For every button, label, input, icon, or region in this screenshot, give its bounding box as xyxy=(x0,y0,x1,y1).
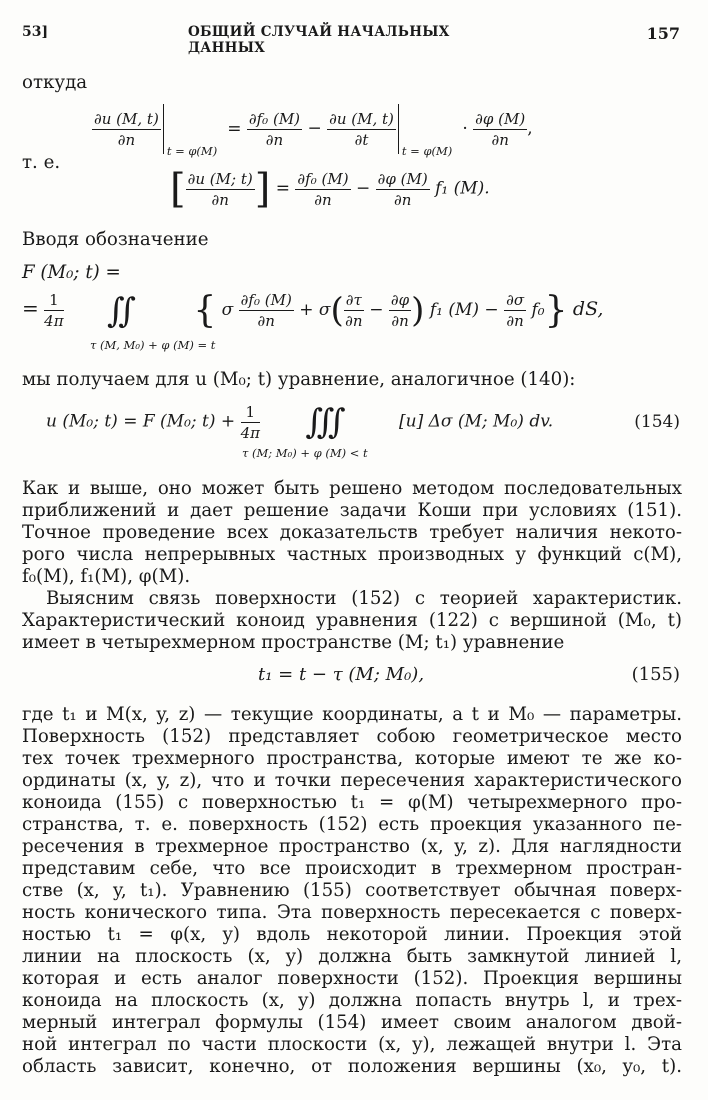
fraction: $\frac{\partial\sigma}{\partial n}$ xyxy=(506,291,525,330)
page-number: 157 xyxy=(646,24,680,43)
text-line: ресечения в трехмерное пространство (x, y, z). Для наглядности xyxy=(22,836,682,857)
fraction: $\frac{\partial u (M, t)}{\partial t}$ xyxy=(329,109,394,149)
paragraph-1 xyxy=(22,478,682,588)
text-line: область зависит, конечно, от положения вершины (x₀, y₀, t). xyxy=(22,1056,682,1077)
fraction: $\frac{\partial\varphi (M)}{\partial n}$ xyxy=(475,109,526,149)
text-line: мерный интеграл формулы (154) имеет своим аналогом двой- xyxy=(22,1012,682,1033)
running-title: ОБЩИЙ СЛУЧАЙ НАЧАЛЬНЫХ ДАННЫХ xyxy=(188,24,450,56)
text-line: представим себе, что все происходит в трехмерном простран- xyxy=(22,858,682,879)
text-te: т. е. xyxy=(22,152,61,173)
text-vvodya: Вводя обозначение xyxy=(22,229,209,250)
fraction: $\frac{\partial u (M; t)}{\partial n}$ xyxy=(187,169,253,209)
text-line: ностью t₁ = φ(x, y) вдоль некоторой линии. Проекция этой xyxy=(22,924,682,945)
text-line: линии на плоскость (x, y) должна быть замкнутой линией l, xyxy=(22,946,682,967)
equation-boundary-derivative: $\frac{\partial u (M, t)}{\partial n}$ t = φ(M) = $\frac{\text{∂f₀ (M)}}{\partial n}$ − $\frac{\partial u (M, t)}{\partial t}$ t = φ(M) · $\frac{\partial\varphi (M)}{\partial n}$ , xyxy=(92,104,533,154)
text-my-poluchaem: мы получаем для u (M₀; t) уравнение, аналогичное (140): xyxy=(22,369,576,390)
text-otkuda: откуда xyxy=(22,72,88,93)
F-definition-lhs: F (M₀; t) = xyxy=(22,262,121,283)
text-line: которая и есть аналог поверхности (152). Проекция вершины xyxy=(22,968,682,989)
text-line: коноида (155) с поверхностью t₁ = φ(M) четырехмерного про- xyxy=(22,792,682,813)
text-line: ординаты (x, y, z), что и точки пересечения характеристического xyxy=(22,770,682,791)
evaluation-bar: t = φ(M) xyxy=(163,104,164,154)
equation-F-definition: = $\frac{1}{4\pi}$ ∬ { σ $\frac{\text{∂f₀ (M)}}{\partial n}$ + σ( $\frac{\partial\tau}{\partial n}$ − $\frac{\partial\varphi}{\partial n}$ ) f₁ (M) − $\frac{\partial\sigma}{\partial n}$ f₀} dS, xyxy=(22,290,604,331)
paragraph-2 xyxy=(22,588,682,654)
text-line: Точное проведение всех доказательств требует наличия некото- xyxy=(22,522,682,543)
equation-number-154: (154) xyxy=(634,412,680,432)
text-line: Как и выше, оно может быть решено методом последовательных xyxy=(22,478,682,499)
text-line: тех точек трехмерного пространства, которые имеют те же ко- xyxy=(22,748,682,769)
fraction: $\frac{\text{∂f₀ (M)}}{\partial n}$ xyxy=(297,169,349,209)
fraction: $\frac{\partial\tau}{\partial n}$ xyxy=(345,291,363,330)
text-line: рого числа непрерывных частных производных у функций c(M), xyxy=(22,544,682,565)
text-line: ность конического типа. Эта поверхность пересекается с поверх- xyxy=(22,902,682,923)
double-integral: ∬ xyxy=(106,290,130,331)
fraction: $\frac{\text{∂f₀ (M)}}{\partial n}$ xyxy=(240,291,292,330)
fraction: $\frac{1}{4\pi}$ xyxy=(240,402,260,442)
text-line: где t₁ и M(x, y, z) — текущие координаты, а t и M₀ — параметры. xyxy=(22,704,682,725)
fraction: $\frac{1}{4\pi}$ xyxy=(44,291,64,330)
fraction: $\frac{\partial u (M, t)}{\partial n}$ xyxy=(94,109,159,149)
fraction: $\frac{\partial\varphi (M)}{\partial n}$ xyxy=(377,169,428,209)
section-number: 53] xyxy=(22,24,49,40)
fraction: $\frac{\text{∂f₀ (M)}}{\partial n}$ xyxy=(248,109,301,149)
text-line: Характеристический коноид уравнения (122) с вершиной (M₀, t) xyxy=(22,610,682,631)
integral-limits: τ (M, M₀) + φ (M) = t xyxy=(90,338,216,352)
evaluation-bar: t = φ(M) xyxy=(398,104,399,154)
integral-limits: τ (M; M₀) + φ (M) < t xyxy=(242,446,368,460)
text-line: Выясним связь поверхности (152) с теорией характеристик. xyxy=(46,588,682,609)
text-line: Поверхность (152) представляет собою геометрическое место xyxy=(22,726,682,747)
fraction: $\frac{\partial\varphi}{\partial n}$ xyxy=(390,291,410,330)
text-line: приближений и дает решение задачи Коши при условиях (151). xyxy=(22,500,682,521)
equation-number-155: (155) xyxy=(631,664,680,685)
text-line: коноида на плоскость (x, y) должна попасть внутрь l, и трех- xyxy=(22,990,682,1011)
equation-154: u (M₀; t) = F (M₀; t) + $\frac{1}{4\pi}$ ∭ [u] Δσ (M; M₀) dv. xyxy=(46,402,554,442)
text-line: ной интеграл по части плоскости (x, y), лежащей внутри l. Эта xyxy=(22,1034,682,1055)
equation-155: t₁ = t − τ (M; M₀), xyxy=(258,664,425,685)
text-line: f₀(M), f₁(M), φ(M). xyxy=(22,566,191,587)
text-line: стве (x, y, t₁). Уравнению (155) соответствует обычная поверх- xyxy=(22,880,682,901)
text-line: странства, т. е. поверхность (152) есть проекция указанного пе- xyxy=(22,814,682,835)
paragraph-3 xyxy=(22,704,682,1078)
text-line: имеет в четырехмерном пространстве (M; t₁) уравнение xyxy=(22,632,565,653)
triple-integral: ∭ xyxy=(305,402,340,442)
equation-jump: [ $\frac{\partial u (M; t)}{\partial n}$ ] = $\frac{\text{∂f₀ (M)}}{\partial n}$ − $\frac{\partial\varphi (M)}{\partial n}$ f₁ (M). xyxy=(170,166,490,212)
